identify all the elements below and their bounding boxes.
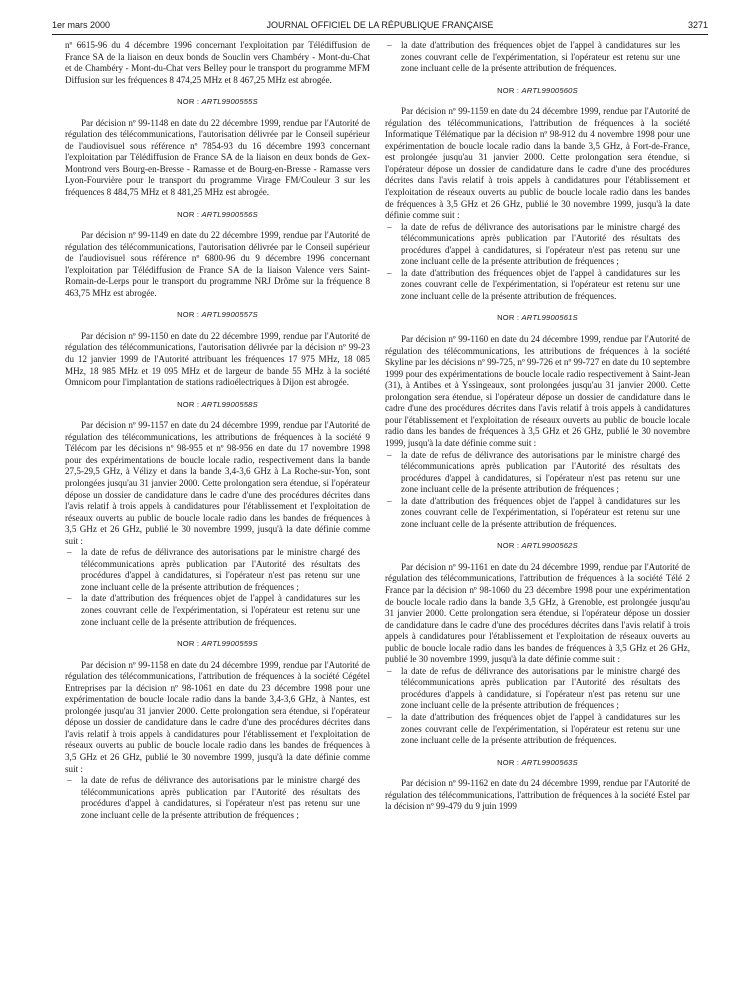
header-title: JOURNAL OFFICIEL DE LA RÉPUBLIQUE FRANÇAISE (266, 20, 494, 30)
header-rule (52, 34, 708, 35)
bullet-item: – la date d'attribution des fréquences objet de l'appel à candidatures sur les zones couvrant celle de l'expérimentation, si l'opérateur est retenu sur une zone incluant celle de la présente attribution de fréquences. (385, 496, 690, 531)
nor-reference (65, 209, 370, 221)
bullet-item: – la date de refus de délivrance des autorisations par le ministre chargé des télécommunications après publication par l'Autorité des résultats des procédures d'appel à candidatures, si l'opérateur n'est pas retenu sur une zone incluant celle de la présente attribution de fréquences ; (65, 547, 370, 593)
nor-code: ARTL9900561S (521, 313, 578, 323)
decision-paragraph: Par décision nº 99-1160 en date du 24 décembre 1999, rendue par l'Autorité de régulation des télécommunications, les attributions de fréquences à la société Skyline par les décisions nº 99-725, nº 99-726 et nº 99-727 en date du 10 septembre 1999 pour des expérimentations de boucle locale radio respectivement à Saint-Jean (31), à Antibes et à Yssingeaux, sont prolongées jusqu'au 31 janvier 2000. Cette prolongation sera étendue, si l'opérateur dépose un dossier de candidature dans le cadre d'une des procédures décrites dans l'avis relatif à trois appels à candidatures pour l'établissement et l'exploitation de réseaux ouverts au public de boucle locale radio dans les bandes de fréquences à 3,5 GHz et 26 GHz, publié le 30 novembre 1999, jusqu'à la date définie comme suit : (385, 334, 690, 448)
header-date: 1er mars 2000 (52, 20, 111, 30)
nor-reference (385, 85, 690, 97)
decision-paragraph: Par décision nº 99-1162 en date du 24 décembre 1999, rendue par l'Autorité de régulation des télécommunications, l'attribution de fréquences à la société Estel par la décision nº 99-479 du 9 juin 1999 (385, 778, 690, 812)
nor-code: ARTL9900560S (521, 85, 578, 95)
decision-paragraph: Par décision nº 99-1161 en date du 24 décembre 1999, rendue par l'Autorité de régulation des télécommunications, l'attribution de fréquences à la société Télé 2 France par la décision nº 98-1060 du 23 décembre 1998 pour une expérimentation de boucle locale radio dans la bande 3,5 GHz, à Grenoble, est prolongée jusqu'au 31 janvier 2000. Cette prolongation sera étendue, si l'opérateur dépose un dossier de candidature dans le cadre d'une des procédures décrites dans l'avis relatif à trois appels à candidatures pour l'établissement et l'exploitation de réseaux ouverts au public de boucle locale radio dans les bandes de fréquences à 3,5 GHz et 26 GHz, publié le 30 novembre 1999, jusqu'à la date définie comme suit : (385, 561, 690, 665)
bullet-list (385, 222, 690, 303)
nor-label: NOR : (497, 313, 520, 323)
nor-code: ARTL9900555S (201, 97, 258, 107)
intro-paragraph: nº 6615-96 du 4 décembre 1996 concernant l'exploitation par Télédiffusion de France SA de la liaison en deux bonds de Souclin vers Chambéry - Mont-du-Chat et de Chambéry - Mont-du-Chat vers Belley pour le transport du programme MFM Diffusion sur les fréquences 8 474,25 MHz et 8 467,25 MHz est abrogée. (65, 40, 370, 85)
left-sections (65, 96, 370, 821)
bullet-item: – la date de refus de délivrance des autorisations par le ministre chargé des télécommunications après publication par l'Autorité des résultats des procédures d'appel à candidatures, si l'opérateur n'est pas retenu sur une zone incluant celle de la présente attribution de fréquences ; (65, 775, 370, 821)
bullet-list (65, 547, 370, 628)
nor-reference (65, 638, 370, 650)
nor-label: NOR : (497, 757, 520, 767)
nor-code: ARTL9900558S (201, 399, 258, 409)
decision-paragraph: Par décision nº 99-1158 en date du 24 décembre 1999, rendue par l'Autorité de régulation des télécommunications, l'attribution de fréquences à la société Cégétel Entreprises par la décision nº 98-1061 en date du 23 décembre 1998 pour une expérimentation de boucle locale radio dans la bande 3,4-3,6 GHz, à Nantes, est prolongée jusqu'au 31 janvier 2000. Cette prolongation sera étendue, si l'opérateur dépose un dossier de candidature dans le cadre d'une des procédures décrites dans l'avis relatif à trois appels à candidatures pour l'établissement et l'exploitation de réseaux ouverts au public de boucle locale radio dans les bandes de fréquences à 3,5 GHz et 26 GHz, publié le 30 novembre 1999, jusqu'à la date définie comme suit : (65, 659, 370, 774)
decision-paragraph: Par décision nº 99-1149 en date du 22 décembre 1999, rendue par l'Autorité de régulation des télécommunications, l'autorisation délivrée par le Conseil supérieur de l'audiovisuel sous référence nº 6800-96 du 9 décembre 1996 concernant l'exploitation par Télédiffusion de France SA de la liaison Valence vers Saint-Romain-de-Lerps pour le transport du programme NRJ Drôme sur la fréquence 8 463,75 MHz est abrogée. (65, 230, 370, 298)
bullet-list (385, 450, 690, 531)
right-sections (385, 85, 690, 813)
decision-paragraph: Par décision nº 99-1150 en date du 22 décembre 1999, rendue par l'Autorité de régulation des télécommunications, l'autorisation délivrée par la décision nº 99-23 du 12 janvier 1999 de l'Autorité attribuant les fréquences 17 975 MHz, 18 085 MHz, 18 985 MHz et 19 095 MHz et de largeur de bande 55 MHz à la société Omnicom pour l'implantation de stations radioélectriques à Dijon est abrogée. (65, 330, 370, 388)
nor-reference (385, 757, 690, 769)
nor-code: ARTL9900563S (521, 757, 578, 767)
decision-paragraph: Par décision nº 99-1157 en date du 24 décembre 1999, rendue par l'Autorité de régulation des télécommunications, les attributions de fréquences à la société 9 Télécom par les décisions nº 98-955 et nº 98-956 en date du 17 novembre 1998 pour des expérimentations de boucle locale radio, respectivement dans la bande 27,5-29,5 GHz, à Vélizy et dans la bande 3,4-3,6 GHz à La Roche-sur-Yon, sont prolongées jusqu'au 31 janvier 2000. Cette prolongation sera étendue, si l'opérateur dépose un dossier de candidature dans le cadre d'une des procédures décrites dans l'avis relatif à trois appels à candidatures pour l'établissement et l'exploitation de réseaux ouverts au public de boucle locale radio dans les bandes de fréquences à 3,5 GHz et 26 GHz, publié le 30 novembre 1999, jusqu'à la date définie comme suit : (65, 420, 370, 546)
decision-paragraph: Par décision nº 99-1148 en date du 22 décembre 1999, rendue par l'Autorité de régulation des télécommunications, l'autorisation délivrée par le Conseil supérieur de l'audiovisuel sous référence nº 7854-93 du 16 décembre 1993 concernant l'exploitation par Télédiffusion de France SA de la liaison en deux bonds de Gex-Montrond vers Bourg-en-Bresse - Ramasse et de Bourg-en-Bresse - Ramasse vers Lyon-Fourvière pour le transport du programme Virage FM/Couleur 3 sur les fréquences 8 484,75 MHz et 8 481,25 MHz est abrogée. (65, 117, 370, 198)
bullet-item: – la date d'attribution des fréquences objet de l'appel à candidatures sur les zones couvrant celle de l'expérimentation, si l'opérateur est retenu sur une zone incluant celle de la présente attribution de fréquences. (385, 268, 690, 303)
page-header (52, 20, 708, 34)
bullet-item: – la date d'attribution des fréquences objet de l'appel à candidatures sur les zones couvrant celle de l'expérimentation, si l'opérateur est retenu sur une zone incluant celle de la présente attribution de fréquences. (65, 593, 370, 628)
nor-label: NOR : (177, 209, 200, 219)
nor-label: NOR : (177, 97, 200, 107)
nor-reference (65, 309, 370, 321)
left-column (65, 40, 370, 980)
bullet-list (65, 775, 370, 821)
nor-reference (65, 399, 370, 411)
nor-reference (385, 312, 690, 324)
decision-paragraph: Par décision nº 99-1159 en date du 24 décembre 1999, rendue par l'Autorité de régulation des télécommunications, l'attribution de fréquences à la société Informatique Télématique par la décision nº 98-912 du 4 novembre 1998 pour une expérimentation de boucle locale radio dans la bande 3,5 GHz, à Fort-de-France, est prolongée jusqu'au 31 janvier 2000. Cette prolongation sera étendue, si l'opérateur dépose un dossier de candidature dans le cadre d'une des procédures décrites dans l'avis relatif à trois appels à candidatures pour l'établissement et l'exploitation de réseaux ouverts au public de boucle locale radio dans les bandes de fréquences à 3,5 GHz et 26 GHz, publié le 30 novembre 1999, jusqu'à la date définie comme suit : (385, 106, 690, 221)
bullet-item: – la date de refus de délivrance des autorisations par le ministre chargé des télécommunications après publication par l'Autorité des résultats des procédures d'appel à candidatures, si l'opérateur n'est pas retenu sur une zone incluant celle de la présente attribution de fréquences ; (385, 222, 690, 268)
intro-bullet-list (385, 40, 690, 75)
nor-label: NOR : (177, 310, 200, 320)
nor-label: NOR : (177, 639, 200, 649)
bullet-item: – la date de refus de délivrance des autorisations par le ministre chargé des télécommunications après publication par l'Autorité des résultats des procédures d'appels à candidature, si l'opérateur n'est pas retenu sur une zone incluant celle de la présente attribution de fréquences ; (385, 666, 690, 712)
nor-label: NOR : (497, 85, 520, 95)
header-page-number: 3271 (687, 20, 708, 30)
nor-code: ARTL9900562S (521, 541, 578, 551)
right-column (385, 40, 690, 980)
nor-reference (385, 540, 690, 552)
bullet-item: – la date d'attribution des fréquences objet de l'appel à candidatures sur les zones couvrant celle de l'expérimentation, si l'opérateur est retenu sur une zone incluant celle de la présente attribution de fréquences. (385, 712, 690, 747)
bullet-item: – la date de refus de délivrance des autorisations par le ministre chargé des télécommunications après publication par l'Autorité des résultats des procédures d'appel à candidatures, si l'opérateur n'est pas retenu sur une zone incluant celle de la présente attribution de fréquences ; (385, 450, 690, 496)
nor-label: NOR : (497, 541, 520, 551)
nor-code: ARTL9900556S (201, 209, 258, 219)
nor-label: NOR : (177, 399, 200, 409)
bullet-item: – la date d'attribution des fréquences objet de l'appel à candidatures sur les zones couvrant celle de l'expérimentation, si l'opérateur est retenu sur une zone incluant celle de la présente attribution de fréquences. (385, 40, 690, 75)
nor-code: ARTL9900557S (201, 310, 258, 320)
bullet-list (385, 666, 690, 747)
nor-reference (65, 96, 370, 108)
nor-code: ARTL9900559S (201, 639, 258, 649)
